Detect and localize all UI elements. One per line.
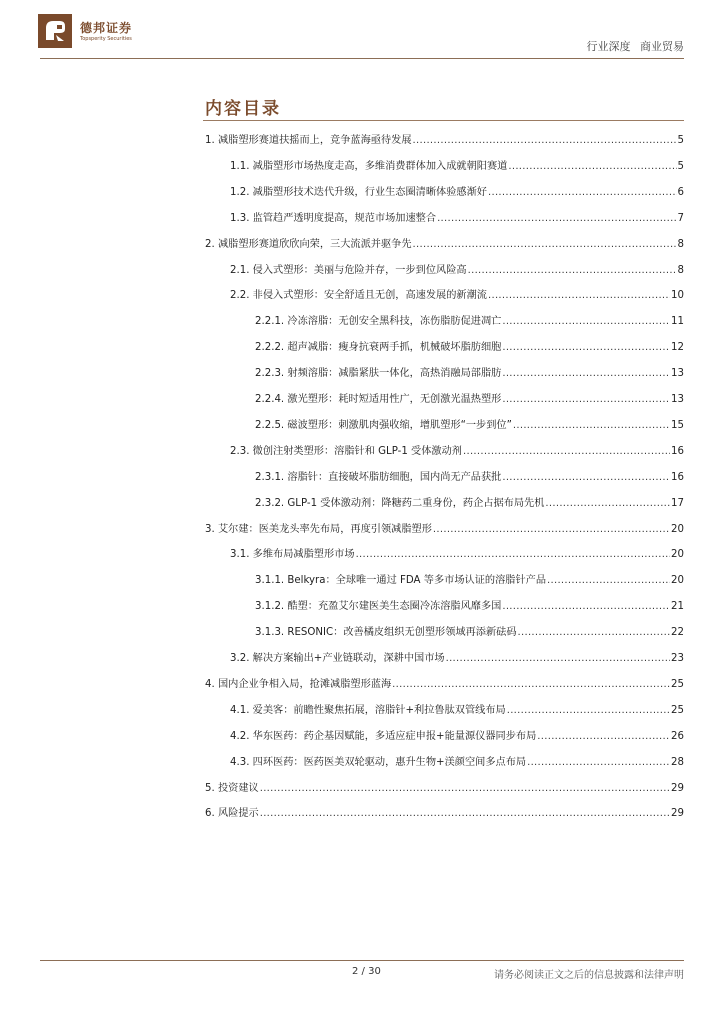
toc-dot-leader [468,265,677,276]
toc-entry-title: 4.2. 华东医药：药企基因赋能，多适应症申报+能量源仪器同步布局 [230,731,537,742]
toc-entry-page-number: 8 [677,265,684,276]
toc-entry-page-number: 26 [671,731,684,742]
footer-divider [40,960,684,961]
page-number: 2 / 30 [352,966,381,977]
brand-logo-icon [38,14,72,48]
toc-entry-page-number: 8 [677,239,684,250]
brand-name: 德邦证券 [80,21,133,35]
toc-entry-page-number: 13 [671,394,684,405]
toc-entry-title: 5. 投资建议 [205,783,259,794]
toc-entry-page-number: 29 [671,808,684,819]
toc-entry[interactable] [255,468,684,486]
toc-dot-leader [545,498,670,509]
toc-entry-page-number: 12 [671,342,684,353]
toc-entry-title: 1.2. 减脂塑形技术迭代升级，行业生态圈清晰体验感渐好 [230,187,487,198]
toc-entry[interactable] [230,753,684,771]
toc-entry-page-number: 23 [671,653,684,664]
toc-entry-title: 4.1. 爱美客：前瞻性聚焦拓展，溶脂针+利拉鲁肽双管线布局 [230,705,506,716]
toc-entry[interactable] [230,261,684,279]
toc-dot-leader [537,731,670,742]
toc-entry-page-number: 20 [671,524,684,535]
toc-entry-title: 3.1.3. RESONIC：改善橘皮组织无创塑形领域再添新砝码 [255,627,517,638]
toc-entry-page-number: 5 [677,161,684,172]
toc-entry-page-number: 16 [671,446,684,457]
header-divider [40,58,684,59]
legal-disclaimer: 请务必阅读正文之后的信息披露和法律声明 [494,970,684,981]
toc-entry[interactable] [230,649,684,667]
industry-tag: 商业贸易 [640,40,684,53]
toc-dot-leader [502,394,670,405]
toc-entry[interactable] [255,312,684,330]
toc-entry-title: 2.2.5. 磁波塑形：刺激肌肉强收缩，增肌塑形“一步到位” [255,420,512,431]
toc-entry[interactable] [230,727,684,745]
toc-entry[interactable] [255,338,684,356]
toc-entry-title: 2. 减脂塑形赛道欣欣向荣，三大流派并驱争先 [205,239,412,250]
toc-dot-leader [507,705,670,716]
toc-entry[interactable] [205,520,684,538]
toc-dot-leader [413,135,677,146]
toc-entry-page-number: 17 [671,498,684,509]
toc-entry-title: 2.3.1. 溶脂针：直接破坏脂肪细胞，国内尚无产品获批 [255,472,502,483]
page-header [0,0,724,60]
toc-entry[interactable] [230,286,684,304]
toc-entry[interactable] [255,571,684,589]
toc-entry-title: 1. 减脂塑形赛道扶摇而上，竞争蓝海亟待发展 [205,135,412,146]
toc-entry-title: 2.3. 微创注射类塑形：溶脂针和 GLP-1 受体激动剂 [230,446,462,457]
toc-entry[interactable] [230,442,684,460]
report-type-tag: 行业深度 [586,40,631,53]
toc-entry-title: 2.2.2. 超声减脂：瘦身抗衰两手抓，机械破坏脂肪细胞 [255,342,502,353]
toc-dot-leader [433,524,670,535]
toc-entry-page-number: 16 [671,472,684,483]
toc-entry-page-number: 28 [671,757,684,768]
toc-entry-title: 3. 艾尔建：医美龙头率先布局，再度引领减脂塑形 [205,524,432,535]
toc-entry[interactable] [205,131,684,149]
toc-dot-leader [502,316,670,327]
toc-title: 内容目录 [205,99,281,119]
toc-entry-page-number: 25 [671,679,684,690]
toc-entry-title: 2.3.2. GLP-1 受体激动剂：降糖药二重身份，药企占据布局先机 [255,498,545,509]
toc-dot-leader [413,239,677,250]
toc-entry[interactable] [255,494,684,512]
brand-english-name: Topsperity Securities [80,36,132,42]
toc-entry-page-number: 11 [671,316,684,327]
toc-entry-title: 6. 风险提示 [205,808,259,819]
toc-dot-leader [513,420,670,431]
toc-dot-leader [508,161,676,172]
toc-dot-leader [437,213,676,224]
toc-entry[interactable] [230,157,684,175]
toc-entry[interactable] [255,597,684,615]
toc-entry[interactable] [255,623,684,641]
toc-dot-leader [260,783,670,794]
toc-entry-title: 3.2. 解决方案输出+产业链联动，深耕中国市场 [230,653,445,664]
toc-entry-title: 4.3. 四环医药：医药医美双轮驱动，惠升生物+渼颜空间多点布局 [230,757,527,768]
toc-dot-leader [527,757,670,768]
toc-dot-leader [356,549,670,560]
toc-entry[interactable] [230,545,684,563]
toc-entry[interactable] [230,209,684,227]
toc-dot-leader [488,290,670,301]
toc-entry-page-number: 20 [671,575,684,586]
toc-entry-title: 3.1.1. Belkyra：全球唯一通过 FDA 等多市场认证的溶脂针产品 [255,575,547,586]
toc-entry-page-number: 29 [671,783,684,794]
toc-dot-leader [502,368,670,379]
toc-entry-title: 2.2.3. 射频溶脂：减脂紧肤一体化，高热消融局部脂肪 [255,368,502,379]
toc-entry-title: 2.1. 侵入式塑形：美丽与危险并存，一步到位风险高 [230,265,467,276]
toc-entry[interactable] [255,364,684,382]
toc-entry-title: 4. 国内企业争相入局，抢滩减脂塑形蓝海 [205,679,392,690]
toc-dot-leader [547,575,670,586]
toc-entry[interactable] [230,701,684,719]
toc-dot-leader [502,342,670,353]
toc-entry[interactable] [255,390,684,408]
toc-entry[interactable] [230,183,684,201]
toc-entry[interactable] [205,235,684,253]
toc-entry-title: 3.1.2. 酷塑：充盈艾尔建医美生态圈冷冻溶脂风靡多国 [255,601,502,612]
toc-entry-page-number: 10 [671,290,684,301]
toc-entry[interactable] [205,779,684,797]
toc-entry-title: 1.3. 监管趋严透明度提高，规范市场加速整合 [230,213,437,224]
toc-entry[interactable] [255,416,684,434]
toc-entry-page-number: 6 [677,187,684,198]
toc-dot-leader [392,679,670,690]
toc-entry-page-number: 15 [671,420,684,431]
toc-entry-page-number: 5 [677,135,684,146]
toc-entry-title: 3.1. 多维布局减脂塑形市场 [230,549,355,560]
toc-entry-page-number: 22 [671,627,684,638]
toc-dot-leader [502,472,670,483]
toc-entry-page-number: 20 [671,549,684,560]
report-category-tags [581,38,685,54]
toc-entry[interactable] [205,675,684,693]
toc-entry-title: 1.1. 减脂塑形市场热度走高，多维消费群体加入成就朝阳赛道 [230,161,508,172]
toc-dot-leader [260,808,670,819]
toc-dot-leader [502,601,670,612]
toc-entry-page-number: 13 [671,368,684,379]
toc-dot-leader [463,446,670,457]
toc-dot-leader [446,653,670,664]
toc-entry-title: 2.2.1. 冷冻溶脂：无创安全黑科技，冻伤脂肪促进凋亡 [255,316,502,327]
toc-entry-page-number: 21 [671,601,684,612]
toc-dot-leader [518,627,671,638]
toc-dot-leader [488,187,677,198]
toc-title-divider [203,120,684,121]
toc-entry[interactable] [205,804,684,822]
toc-entry-page-number: 25 [671,705,684,716]
toc-entry-title: 2.2.4. 激光塑形：耗时短适用性广，无创激光温热塑形 [255,394,502,405]
toc-entry-page-number: 7 [677,213,684,224]
toc-entry-title: 2.2. 非侵入式塑形：安全舒适且无创，高速发展的新潮流 [230,290,487,301]
